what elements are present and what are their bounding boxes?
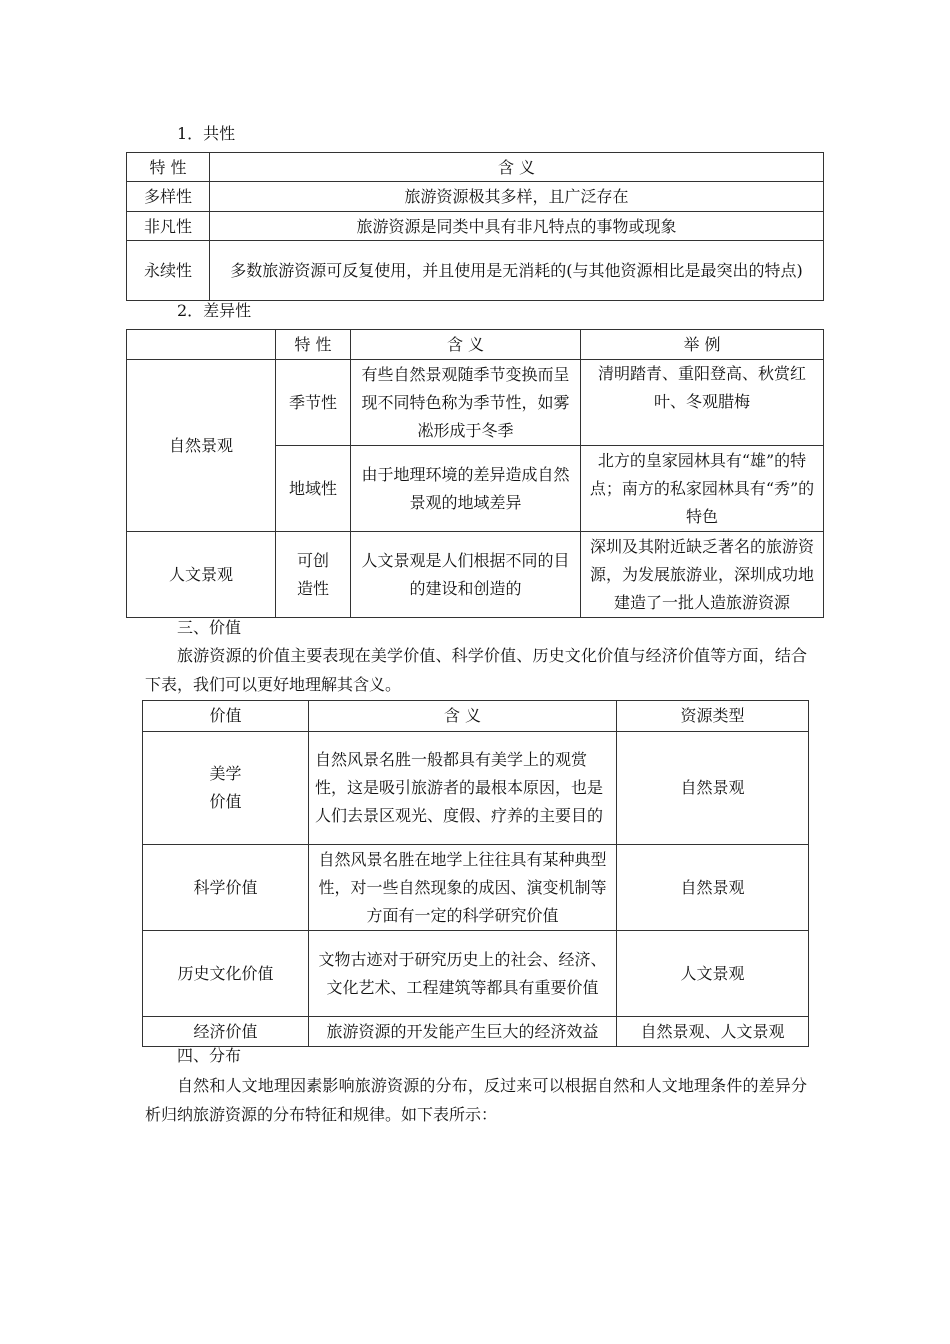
meaning-cell: 文物古迹对于研究历史上的社会、经济、文化艺术、工程建筑等都具有重要价值	[309, 931, 617, 1017]
table-row	[127, 360, 824, 446]
meaning-cell: 旅游资源的开发能产生巨大的经济效益	[309, 1017, 617, 1047]
table-row	[143, 1017, 809, 1047]
section3-heading: 三、价值	[177, 618, 242, 637]
landscape-category-cell: 人文景观	[127, 532, 276, 618]
value-cell: 美学价值	[143, 732, 309, 845]
meaning-cell: 有些自然景观随季节变换而呈现不同特色称为季节性，如雾凇形成于冬季	[351, 360, 581, 446]
table-row	[143, 931, 809, 1017]
header-blank	[127, 330, 276, 360]
difference-table	[126, 329, 824, 618]
table-row	[143, 845, 809, 931]
example-cell: 清明踏青、重阳登高、秋赏红叶、冬观腊梅	[581, 360, 824, 446]
header-meaning: 含 义	[351, 330, 581, 360]
trait-cell: 可创造性	[276, 532, 351, 618]
meaning-cell: 自然风景名胜在地学上往往具有某种典型性，对一些自然现象的成因、演变机制等方面有一定的科学研究价值	[309, 845, 617, 931]
example-cell: 深圳及其附近缺乏著名的旅游资源，为发展旅游业，深圳成功地建造了一批人造旅游资源	[581, 532, 824, 618]
meaning-cell: 旅游资源极其多样，且广泛存在	[210, 182, 824, 212]
trait-cell: 非凡性	[127, 212, 210, 241]
commonality-table	[126, 152, 824, 301]
table-row	[127, 532, 824, 618]
type-cell: 自然景观、人文景观	[617, 1017, 809, 1047]
section1-heading: 1．共性	[177, 124, 236, 143]
table-row	[143, 732, 809, 845]
header-value: 价值	[143, 701, 309, 732]
section2-heading: 2．差异性	[177, 301, 252, 320]
value-cell: 历史文化价值	[143, 931, 309, 1017]
type-cell: 自然景观	[617, 845, 809, 931]
trait-cell: 季节性	[276, 360, 351, 446]
section3-intro: 旅游资源的价值主要表现在美学价值、科学价值、历史文化价值与经济价值等方面，结合下表，我们可以更好地理解其含义。	[145, 646, 807, 694]
trait-cell: 永续性	[127, 241, 210, 301]
meaning-cell: 多数旅游资源可反复使用，并且使用是无消耗的(与其他资源相比是最突出的特点)	[210, 241, 824, 301]
type-cell: 人文景观	[617, 931, 809, 1017]
table-row	[127, 212, 824, 241]
header-trait: 特 性	[276, 330, 351, 360]
header-type: 资源类型	[617, 701, 809, 732]
trait-cell: 多样性	[127, 182, 210, 212]
table-header-row	[143, 701, 809, 732]
example-cell: 北方的皇家园林具有“雄”的特点；南方的私家园林具有“秀”的特色	[581, 446, 824, 532]
table-header-row	[127, 153, 824, 182]
header-meaning: 含 义	[309, 701, 617, 732]
table-header-row	[127, 330, 824, 360]
trait-cell: 地域性	[276, 446, 351, 532]
value-table	[142, 700, 809, 1047]
header-meaning: 含 义	[210, 153, 824, 182]
meaning-cell: 人文景观是人们根据不同的目的建设和创造的	[351, 532, 581, 618]
landscape-category-cell: 自然景观	[127, 360, 276, 532]
section4-heading: 四、分布	[177, 1046, 242, 1065]
type-cell: 自然景观	[617, 732, 809, 845]
header-trait: 特 性	[127, 153, 210, 182]
meaning-cell: 旅游资源是同类中具有非凡特点的事物或现象	[210, 212, 824, 241]
meaning-cell: 由于地理环境的差异造成自然景观的地域差异	[351, 446, 581, 532]
meaning-cell: 自然风景名胜一般都具有美学上的观赏性，这是吸引旅游者的最根本原因，也是人们去景区观光、度假、疗养的主要目的	[309, 732, 617, 845]
value-cell: 经济价值	[143, 1017, 309, 1047]
header-example: 举 例	[581, 330, 824, 360]
section4-intro: 自然和人文地理因素影响旅游资源的分布，反过来可以根据自然和人文地理条件的差异分析归纳旅游资源的分布特征和规律。如下表所示：	[145, 1076, 807, 1124]
table-row	[127, 241, 824, 301]
table-row	[127, 182, 824, 212]
value-cell: 科学价值	[143, 845, 309, 931]
